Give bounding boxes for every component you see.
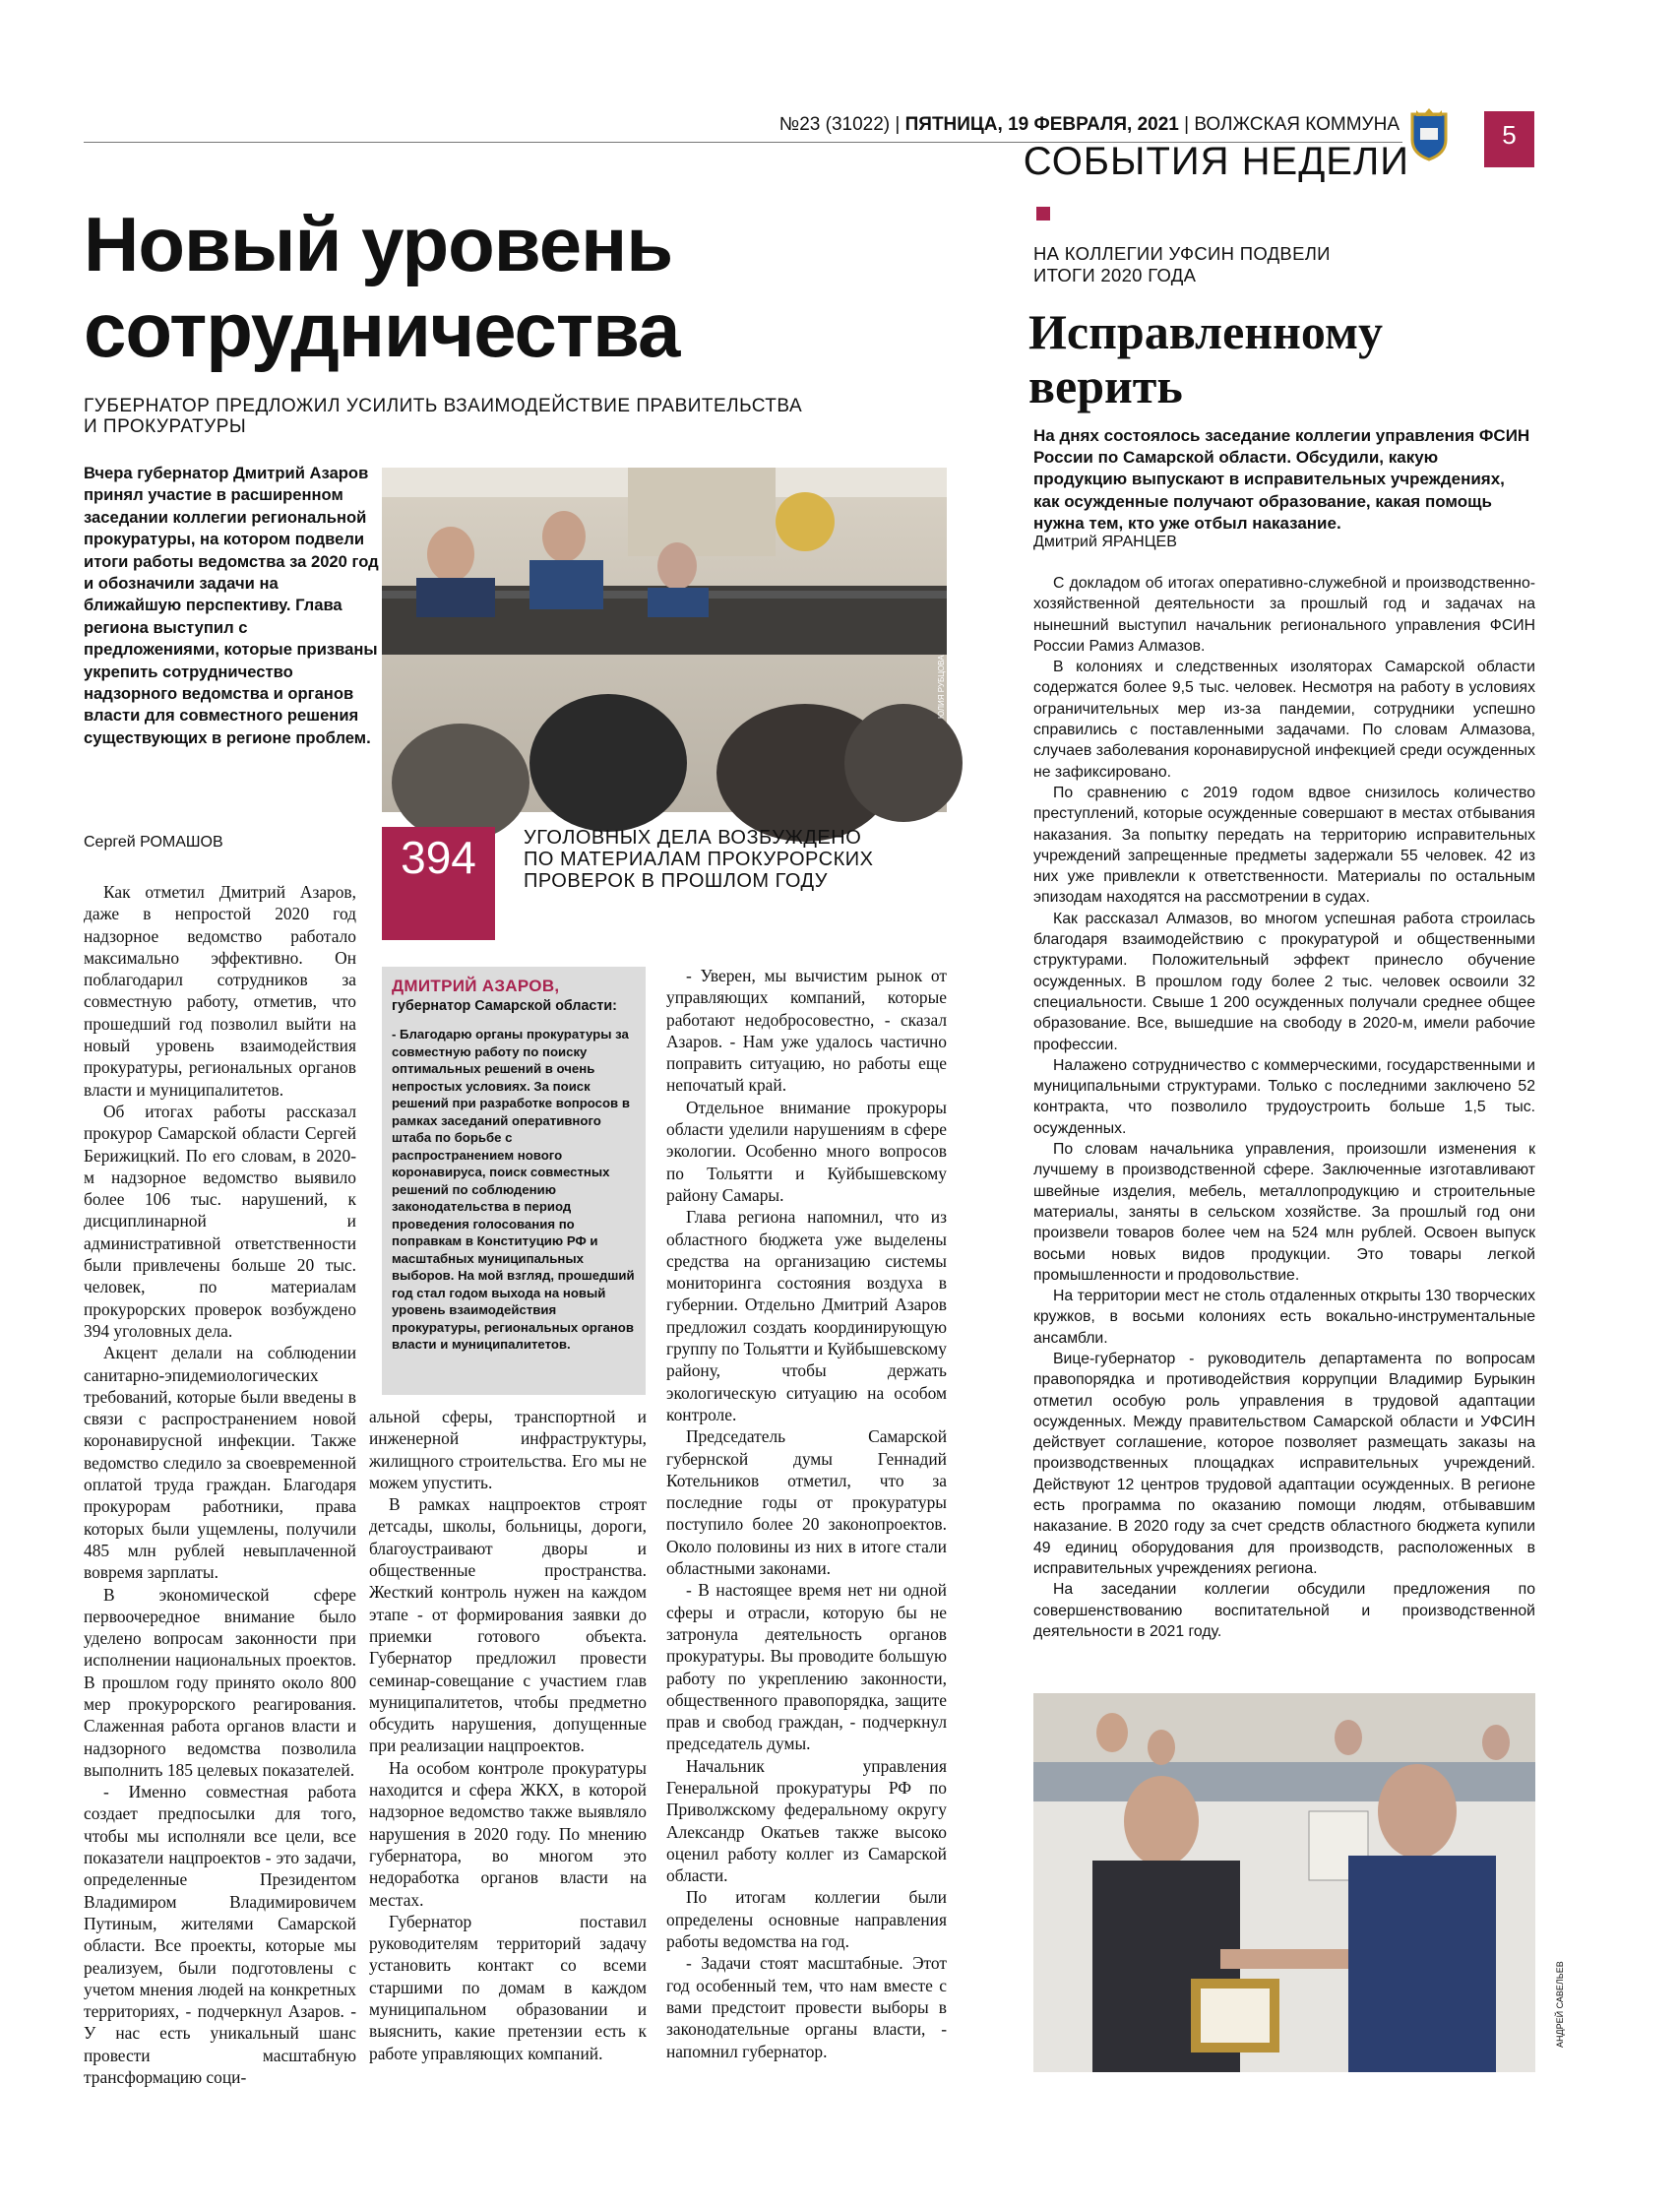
paragraph: - В настоящее время нет ни одной сферы и отрасли, которую бы не затронула деятельность органов прокуратуры. Вы проводите большую работу по укреплению законности, общественного правопорядка, защите прав и свобод граждан, - подчеркнул председатель думы. [666,1580,947,1754]
paragraph: - Задачи стоят масштабные. Этот год особенный тем, что нам вместе с вами предстоит провести выборы в законодательные органы власти, - напомнил губернатор. [666,1953,947,2061]
paragraph: В экономической сфере первоочередное внимание было уделено вопросам законности при исполнении национальных проектов. В прошлом году принято около 800 мер прокурорского реагирования. Слаженная работа органов власти и надзорного ведомства позволила выполнить 185 целевых показателей. [84,1584,356,1780]
award-ceremony-photo [1033,1693,1535,2072]
article-lead: На днях состоялось заседание коллегии управления ФСИН России по Самарской области. Обсудили, какую продукцию выпускают в исправительных учреждениях, как осужденные получают образование, какая помощь нужна тем, кто уже отбыл наказание. [1033,426,1530,533]
page-number: 5 [1484,111,1534,167]
issue-number: №23 (31022) [778,114,891,135]
paragraph: По итогам коллегии были определены основные направления работы ведомства на год. [666,1887,947,1952]
paragraph: - Именно совместная работа создает предпосылки для того, чтобы мы исполняли все цели, все показатели нацпроектов - это задачи, определенные Президентом Владимиром Владимировичем Путиным, жителями Самарской области. Все проекты, которые мы реализуем, были подготовлены с учетом мнения людей на конкретных территориях, - подчеркнул Азаров. - У нас есть уникальный шанс провести масштабную трансформацию соци- [84,1782,356,2088]
quote-text: - Благодарю органы прокуратуры за совместную работу по поиску оптимальных решений в очень непростых условиях. За поиск решений при разработке вопросов в рамках заседаний оперативного штаба по борьбе с распространением нового коронавируса, поиск совместных решений по соблюдению законодательства в период проведения голосования по поправкам в Конституцию РФ и масштабных муниципальных выборов. На мой взгляд, прошедший год стал годом выхода на новый уровень взаимодействия прокуратуры, региональных органов власти и муниципалитетов. [392,1027,635,1352]
paragraph: Акцент делали на соблюдении санитарно-эпидемиологических требований, которые были введены в связи с распространением новой коронавирусной инфекции. Также ведомство следило за своевременной оплатой труда граждан. Благодаря прокурорам работники, права которых были ущемлены, получили 485 млн рублей невыплаченной вовремя зарплаты. [84,1343,356,1583]
paragraph: В колониях и следственных изоляторах Самарской области содержатся более 9,5 тыс. человек. Несмотря на работу в условиях ограничительных мер из-за пандемии, сотрудники успешно справились с поставленными задачами. По словам Алмазова, случаев заболевания коронавирусной инфекцией среди осужденных не зафиксировано. [1033,659,1535,781]
paragraph: Как рассказал Алмазов, во многом успешная работа строилась благодаря взаимодействию с прокуратурой и общественными структурами. Положительный эффект принесло обучение осужденных. В прошлом году более 2 тыс. человек освоили 32 специальности. Свыше 1 200 осужденных получали среднее общее образование. Все, вышедшие на свободу в 2020-м, имели рабочие профессии. [1033,910,1535,1053]
paragraph: Губернатор поставил руководителям территорий задачу установить контакт со всеми старшими по домам в каждом муниципальном образовании и выяснить, какие претензии есть к работе управляющих компаний. [369,1911,647,2063]
author-byline: Дмитрий ЯРАНЦЕВ [1033,534,1177,550]
paragraph: альной сферы, транспортной и инженерной инфраструктуры, жилищного строительства. Его мы не можем упустить. [369,1407,647,1492]
author-byline: Сергей РОМАШОВ [84,834,223,851]
article-kicker: НА КОЛЛЕГИИ УФСИН ПОДВЕЛИ ИТОГИ 2020 ГОДА [1033,243,1331,285]
quote-box [382,967,646,1395]
article-body [1033,573,1535,1685]
photo-credit: ЮЛИЯ РУБЦОВА [937,655,946,719]
quote-speaker: ДМИТРИЙ АЗАРОВ, [392,977,560,995]
section-marker [1036,207,1050,221]
paragraph: По словам начальника управления, произошли изменения к лучшему в производственной сфере. Заключенные изготавливают швейные изделия, мебель, металлопродукцию и строительные материалы, заняты в сельском хозяйстве. За прошлый год они произвели товаров более чем на 524 млн рублей. Освоен выпуск восьми новых видов продукции. Это товары легкой промышленности и продовольствие. [1033,1141,1535,1284]
prosecution-board-photo [382,468,947,812]
paragraph: На особом контроле прокуратуры находится и сфера ЖКХ, в которой надзорное ведомство также выявляло нарушения в 2020 году. По мнению губернатора, во многом это недоработка органов власти на местах. [369,1757,647,1910]
paragraph: Глава региона напомнил, что из областного бюджета уже выделены средства на организацию системы мониторинга состояния воздуха в губернии. Отдельно Дмитрий Азаров предложил создать координирующую группу по Тольятти и Куйбышевскому району, чтобы держать экологическую ситуацию на особом контроле. [666,1207,947,1424]
paragraph: Налажено сотрудничество с коммерческими, государственными и муниципальными структурами. Только с последними заключено 52 контракта, что позволило трудоустроить больше 1,5 тыс. осужденных. [1033,1056,1535,1137]
fact-caption: УГОЛОВНЫХ ДЕЛА ВОЗБУЖДЕНО ПО МАТЕРИАЛАМ ПРОКУРОРСКИХ ПРОВЕРОК В ПРОШЛОМ ГОДУ [524,827,874,892]
photo-credit: АНДРЕЙ САВЕЛЬЕВ [1555,1961,1565,2048]
paragraph: Как отметил Дмитрий Азаров, даже в непростой 2020 год надзорное ведомство работало максимально эффективно. Он поблагодарил сотрудников за совместную работу, отметив, что прошедший год позволил выйти на новый уровень взаимодействия прокуратуры, региональных органов власти и муниципалитетов. [84,882,356,1100]
paragraph: Вице-губернатор - руководитель департамента по вопросам правопорядка и противодействия коррупции Владимир Бурыкин отметил особую роль управления в трудовой адаптации осужденных. Между правительством Самарской области и УФСИН действует соглашение, которое позволяет размещать заказы на производственных площадках исправительных учреждений. Действуют 12 центров трудовой адаптации осужденных. В регионе есть программа по оказанию помощи людям, отбывавшим наказание. В 2020 году за счет средств областного бюджета купили 49 единиц оборудования для производств, расположенных в исправительных учреждениях региона. [1033,1350,1535,1577]
paragraph: Отдельное внимание прокуроры области уделили нарушениям в сфере экологии. Особенно много вопросов по Тольятти и Куйбышевскому району Самары. [666,1097,947,1205]
article-column-1 [84,881,356,2088]
fact-number: 394 [382,827,495,940]
issue-date: ПЯТНИЦА, 19 ФЕВРАЛЯ, 2021 [904,114,1179,135]
paragraph: Начальник управления Генеральной прокуратуры РФ по Приволжскому федеральному округу Александр Окатьев также высоко оценил работу коллег из Самарской области. [666,1755,947,1886]
paragraph: - Уверен, мы вычистим рынок от управляющих компаний, которые работают недобросовестно, - сказал Азаров. - Нам уже удалось частично поправить ситуацию, но работы еще непочатый край. [666,966,947,1096]
main-headline: Новый уровень сотрудничества [84,201,680,373]
article-column-3 [666,965,947,2072]
newspaper-name: ВОЛЖСКАЯ КОММУНА [1194,114,1400,135]
article-headline: Исправленному верить [1028,304,1384,413]
article-column-2 [369,1406,647,2075]
paragraph: На заседании коллегии обсудили предложения по совершенствованию воспитательной и производственной деятельности в 2021 году. [1033,1581,1535,1640]
paragraph: Председатель Самарской губернской думы Геннадий Котельников отметил, что за последние годы от прокуратуры поступило более 20 законопроектов. Около половины из них в итоге стали областными законами. [666,1426,947,1579]
paragraph: С докладом об итогах оперативно-служебной и производственно-хозяйственной деятельности за прошлый год и задачах на нынешний выступил начальник регионального управления ФСИН России Рамиз Алмазов. [1033,575,1535,655]
main-subheadline: ГУБЕРНАТОР ПРЕДЛОЖИЛ УСИЛИТЬ ВЗАИМОДЕЙСТВИЕ ПРАВИТЕЛЬСТВА И ПРОКУРАТУРЫ [84,396,803,437]
article-lead: Вчера губернатор Дмитрий Азаров принял участие в расширенном заседании коллегии региональной прокуратуры, на котором подвели итоги работы ведомства за 2020 год и обозначили задачи на ближайшую перспективу. Глава региона выступил с предложениями, которые призваны укрепить сотрудничество надзорного ведомства и органов власти для совместного решения существующих в регионе проблем. [84,464,379,747]
paragraph: На территории мест не столь отдаленных открыты 130 творческих кружков, в восьми колониях есть вокально-инструментальные ансамбли. [1033,1288,1535,1347]
quote-speaker-role: губернатор Самарской области: [392,998,617,1014]
paragraph: По сравнению с 2019 годом вдвое снизилось количество преступлений, которые осужденные совершают в местах отбывания наказания. За попытку передать на территорию исправительных учреждений запрещенные предметы задержали 55 человек. 42 из них уже привлекли к ответственности. Материалы по остальным эпизодам находятся на рассмотрении в судах. [1033,784,1535,907]
paragraph: Об итогах работы рассказал прокурор Самарской области Сергей Берижицкий. По его словам, в 2020-м надзорное ведомство выявило более 106 тыс. нарушений, к дисциплинарной и административной ответственности были привлечены больше 20 тыс. человек, по материалам прокурорских проверок возбуждено 394 уголовных дела. [84,1101,356,1341]
masthead: №23 (31022) | ПЯТНИЦА, 19 ФЕВРАЛЯ, 2021 | ВОЛЖСКАЯ КОММУНА [778,114,1400,135]
coat-of-arms-icon [1406,106,1452,161]
paragraph: В рамках нацпроектов строят детсады, школы, больницы, дороги, благоустраивают дворы и общественные пространства. Жесткий контроль нужен на каждом этапе - от формирования заявки до приемки готового объекта. Губернатор предложил провести семинар-совещание с участием глав муниципалитетов, чтобы предметно обсудить нарушения, допущенные при реализации нацпроектов. [369,1494,647,1756]
section-title: СОБЫТИЯ НЕДЕЛИ [1023,140,1409,183]
